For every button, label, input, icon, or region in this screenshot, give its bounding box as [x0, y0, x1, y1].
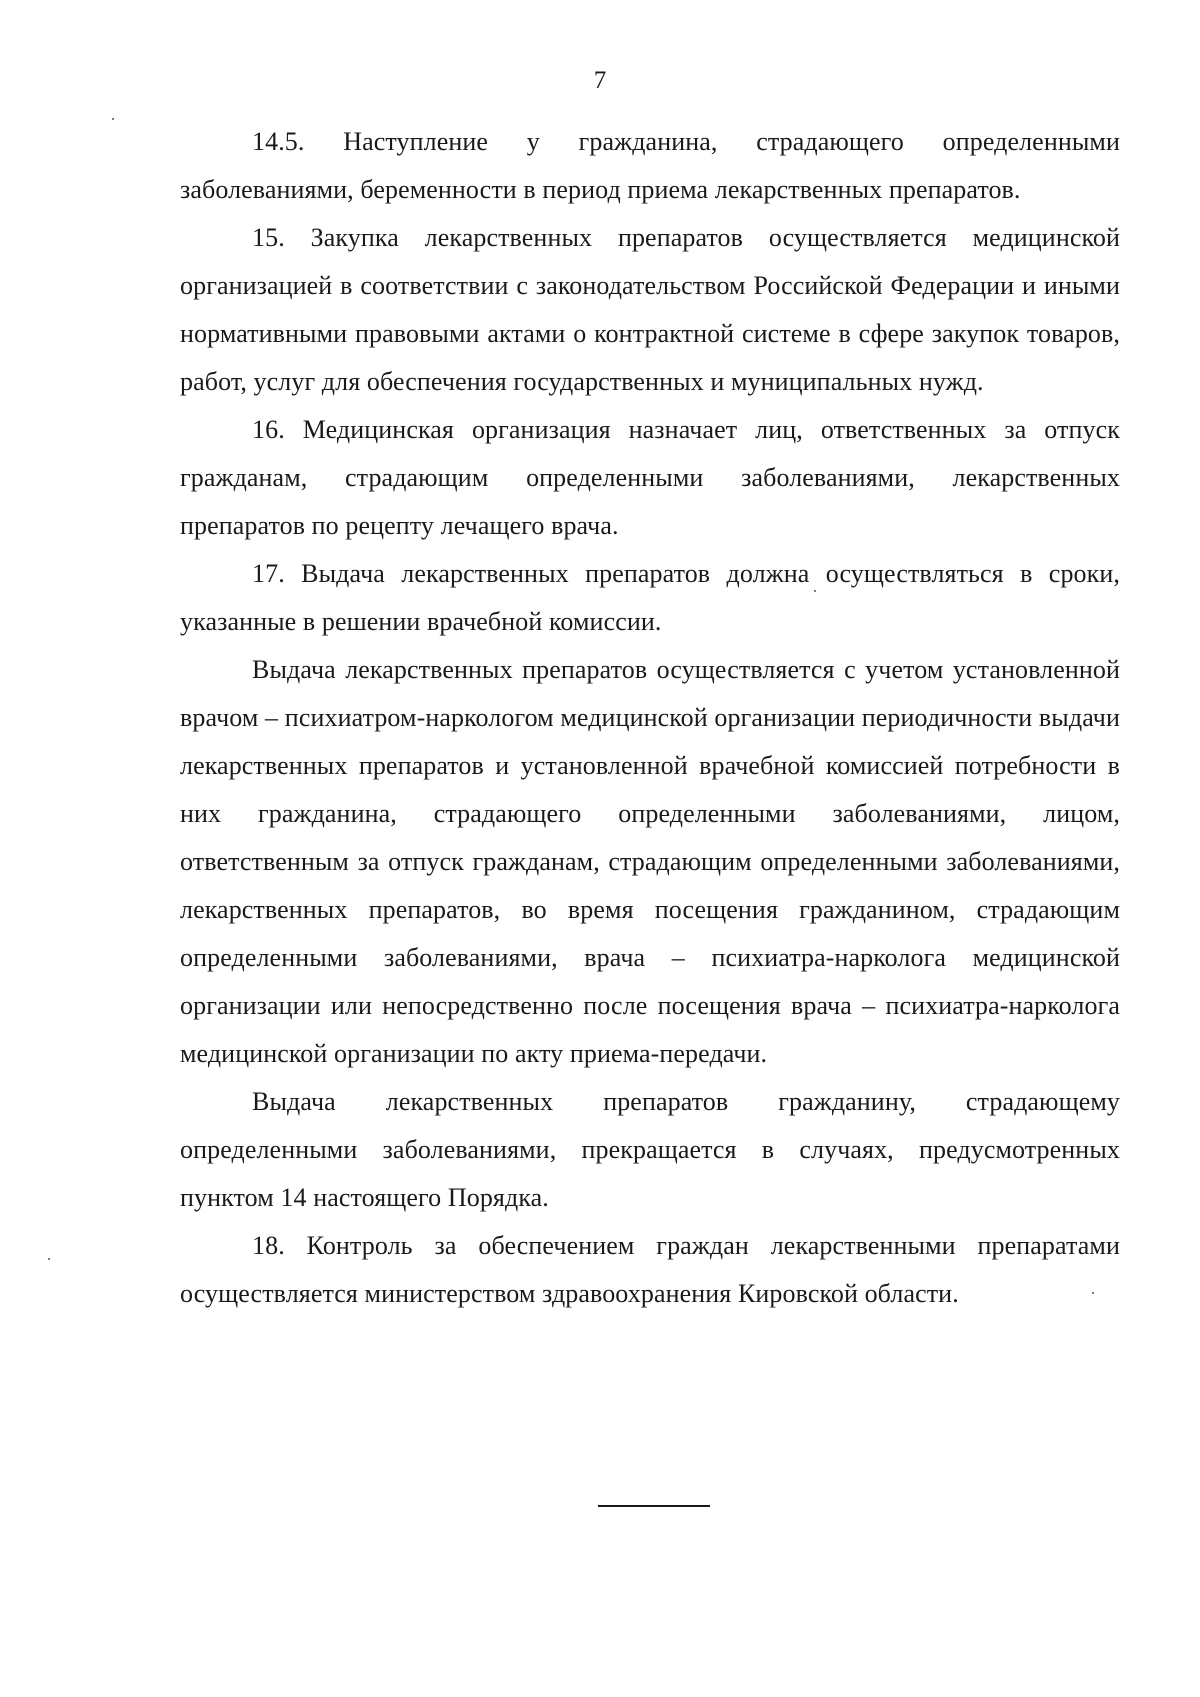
paragraph-14-5: 14.5. Наступление у гражданина, страдающего определенными заболеваниями, беременности в период приема лекарственных препаратов.: [180, 127, 1120, 204]
end-of-document-rule: [598, 1505, 710, 1507]
paragraph-17-issuance: Выдача лекарственных препаратов осуществляется с учетом установленной врачом – психиатром-наркологом медицинской организации периодичности выдачи лекарственных препаратов и установленной врачебной комиссией потребности в них гражданина, страдающего определенными заболеваниями, лицом, ответственным за отпуск гражданам, страдающим определенными заболеваниями, лекарственных препаратов, во время посещения гражданином, страдающим определенными заболеваниями, врача – психиатра-нарколога медицинской организации или непосредственно после посещения врача – психиатра-нарколога медицинской организации по акту приема-передачи.: [180, 655, 1120, 1068]
paragraph-17: 17. Выдача лекарственных препаратов должна осуществляться в сроки, указанные в решении врачебной комиссии.: [180, 559, 1120, 636]
scan-speck: [814, 590, 816, 592]
page-number: 7: [593, 67, 607, 94]
paragraph-16: 16. Медицинская организация назначает лиц, ответственных за отпуск гражданам, страдающим определенными заболеваниями, лекарственных препаратов по рецепту лечащего врача.: [180, 415, 1120, 540]
document-body: [180, 118, 1120, 1318]
scan-speck: [1092, 1292, 1094, 1294]
paragraph-15: 15. Закупка лекарственных препаратов осуществляется медицинской организацией в соответствии с законодательством Российской Федерации и иными нормативными правовыми актами о контрактной системе в сфере закупок товаров, работ, услуг для обеспечения государственных и муниципальных нужд.: [180, 223, 1120, 396]
paragraph-18: 18. Контроль за обеспечением граждан лекарственными препаратами осуществляется министерством здравоохранения Кировской области.: [180, 1231, 1120, 1308]
scan-speck: [48, 1258, 50, 1260]
paragraph-17-termination: Выдача лекарственных препаратов гражданину, страдающему определенными заболеваниями, прекращается в случаях, предусмотренных пунктом 14 настоящего Порядка.: [180, 1087, 1120, 1212]
scan-speck: [112, 118, 114, 120]
